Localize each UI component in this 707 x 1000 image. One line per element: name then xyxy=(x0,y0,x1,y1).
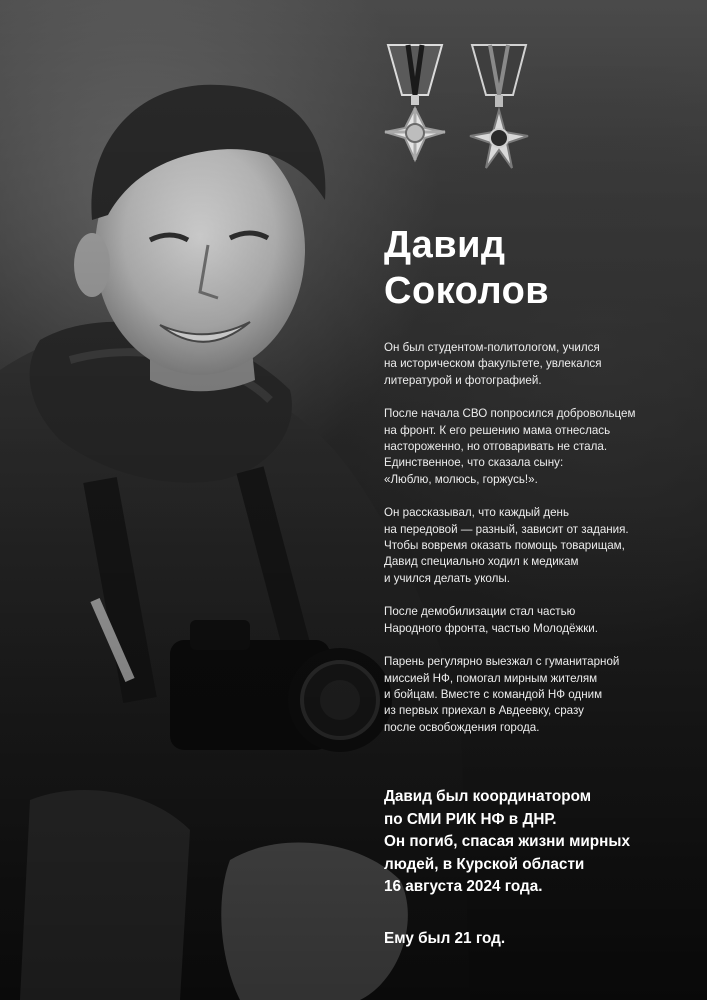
last-name: Соколов xyxy=(384,270,550,312)
biography xyxy=(384,340,694,753)
bio-paragraph: После демобилизации стал частью Народного фронта, частью Молодёжки. xyxy=(384,605,598,635)
person-name xyxy=(384,222,684,314)
closing-statement: Давид был координатором по СМИ РИК НФ в ДНР. Он погиб, спасая жизни мирных людей, в Курской области 16 августа 2024 года. xyxy=(384,788,630,895)
bio-paragraph: Он рассказывал, что каждый день на передовой — разный, зависит от задания. Чтобы вовремя оказать помощь товарищам, Давид специально ходил к медикам и учился делать уколы. xyxy=(384,506,629,585)
first-name: Давид xyxy=(384,224,506,266)
age-line: Ему был 21 год. xyxy=(384,930,506,947)
order-of-courage-medal-icon xyxy=(385,45,445,160)
bio-paragraph: Он был студентом-политологом, учился на историческом факультете, увлекался литературой и фотографией. xyxy=(384,341,602,387)
medals xyxy=(380,40,540,185)
bio-paragraph: Парень регулярно выезжал с гуманитарной миссией НФ, помогал мирным жителям и бойцам. Вместе с командой НФ одним из первых приехал в Авдеевку, сразу после освобождения города. xyxy=(384,655,620,734)
bio-paragraph: После начала СВО попросился добровольцем на фронт. К его решению мама отнеслась настороженно, но отговаривать не стала. Единственное, что сказала сыну: «Люблю, молюсь, горжусь!». xyxy=(384,407,636,486)
star-medal-icon xyxy=(470,45,528,168)
